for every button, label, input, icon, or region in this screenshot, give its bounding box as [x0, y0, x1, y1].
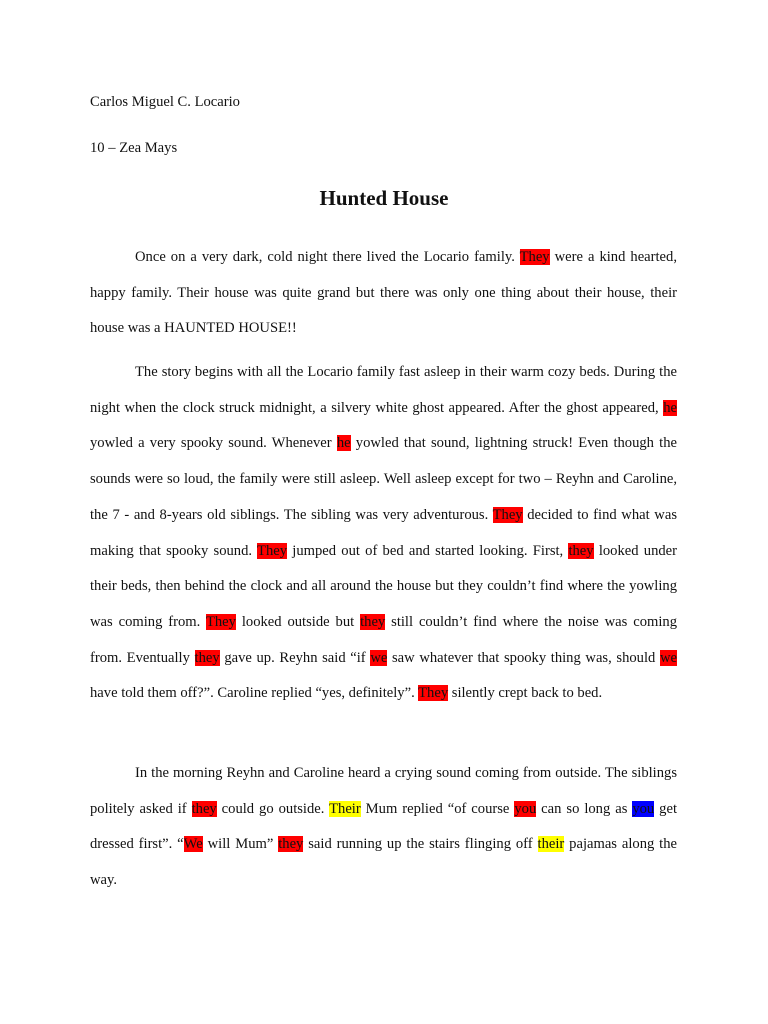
- highlighted-pronoun: they: [360, 613, 386, 630]
- text-run: can so long as: [536, 800, 633, 817]
- class-section: 10 – Zea Mays: [90, 140, 178, 156]
- text-run: gave up. Reyhn said “if: [219, 649, 371, 666]
- text-run: In the morning Reyhn and Caroline heard a crying sound coming from outside. The siblings politely asked if: [90, 765, 677, 817]
- highlighted-pronoun: They: [418, 685, 449, 702]
- highlighted-pronoun: Their: [329, 800, 361, 817]
- highlighted-pronoun: he: [663, 399, 677, 416]
- text-run: still couldn’t find where the noise was coming from. Eventually: [90, 613, 678, 666]
- text-run: jumped out of bed and started looking. First,: [287, 542, 569, 559]
- highlighted-pronoun: They: [492, 506, 523, 523]
- highlighted-pronoun: They: [519, 249, 550, 265]
- text-run: pajamas along the way.: [90, 836, 677, 889]
- text-run: looked under their beds, then behind the clock and all around the house but they couldn’t find where the yowling was coming from.: [90, 542, 677, 630]
- highlighted-pronoun: We: [183, 836, 203, 853]
- highlighted-pronoun: we: [370, 649, 388, 666]
- author-name: Carlos Miguel C. Locario: [90, 94, 240, 110]
- highlighted-pronoun: you: [632, 800, 655, 817]
- text-run: silently crept back to bed.: [448, 685, 603, 702]
- highlighted-pronoun: They: [205, 613, 236, 630]
- highlighted-pronoun: They: [257, 542, 288, 559]
- text-run: Once on a very dark, cold night there lived the Locario family.: [135, 249, 520, 265]
- highlighted-pronoun: he: [336, 435, 351, 452]
- highlighted-pronoun: they: [278, 836, 304, 853]
- text-run: Mum replied “of course: [360, 800, 515, 817]
- text-run: looked outside but: [235, 613, 361, 630]
- text-run: yowled that sound, lightning struck! Even though the sounds were so loud, the family were still asleep. Well asleep except for two – Reyhn and Caroline, the 7 - and 8-years old siblings. The sibling was very adventurous.: [90, 435, 677, 523]
- text-run: have told them off?”. Caroline replied “yes, definitely”.: [90, 685, 419, 702]
- text-run: will Mum”: [202, 836, 279, 853]
- paragraph-1: [90, 240, 677, 347]
- highlighted-pronoun: they: [194, 649, 220, 666]
- highlighted-pronoun: they: [191, 800, 217, 817]
- highlighted-pronoun: we: [659, 649, 677, 666]
- text-run: could go outside.: [216, 800, 330, 817]
- text-run: said running up the stairs flinging off: [303, 836, 538, 853]
- highlighted-pronoun: you: [514, 800, 537, 817]
- text-run: get dressed first”. “: [90, 800, 677, 853]
- text-run: decided to find what was making that spooky sound.: [90, 506, 677, 559]
- highlighted-pronoun: their: [537, 836, 565, 853]
- text-run: The story begins with all the Locario family fast asleep in their warm cozy beds. During the night when the clock struck midnight, a silvery white ghost appeared. After the ghost appeared,: [90, 364, 677, 416]
- text-run: saw whatever that spooky thing was, should: [387, 649, 660, 666]
- document-title: Hunted House: [319, 186, 449, 210]
- highlighted-pronoun: they: [568, 542, 594, 559]
- paragraph-3: [90, 756, 677, 899]
- text-run: yowled a very spooky sound. Whenever: [90, 435, 337, 452]
- text-run: were a kind hearted, happy family. Their house was quite grand but there was only one thing about their house, their house was a HAUNTED HOUSE!!: [90, 249, 677, 337]
- paragraph-2: [90, 355, 677, 712]
